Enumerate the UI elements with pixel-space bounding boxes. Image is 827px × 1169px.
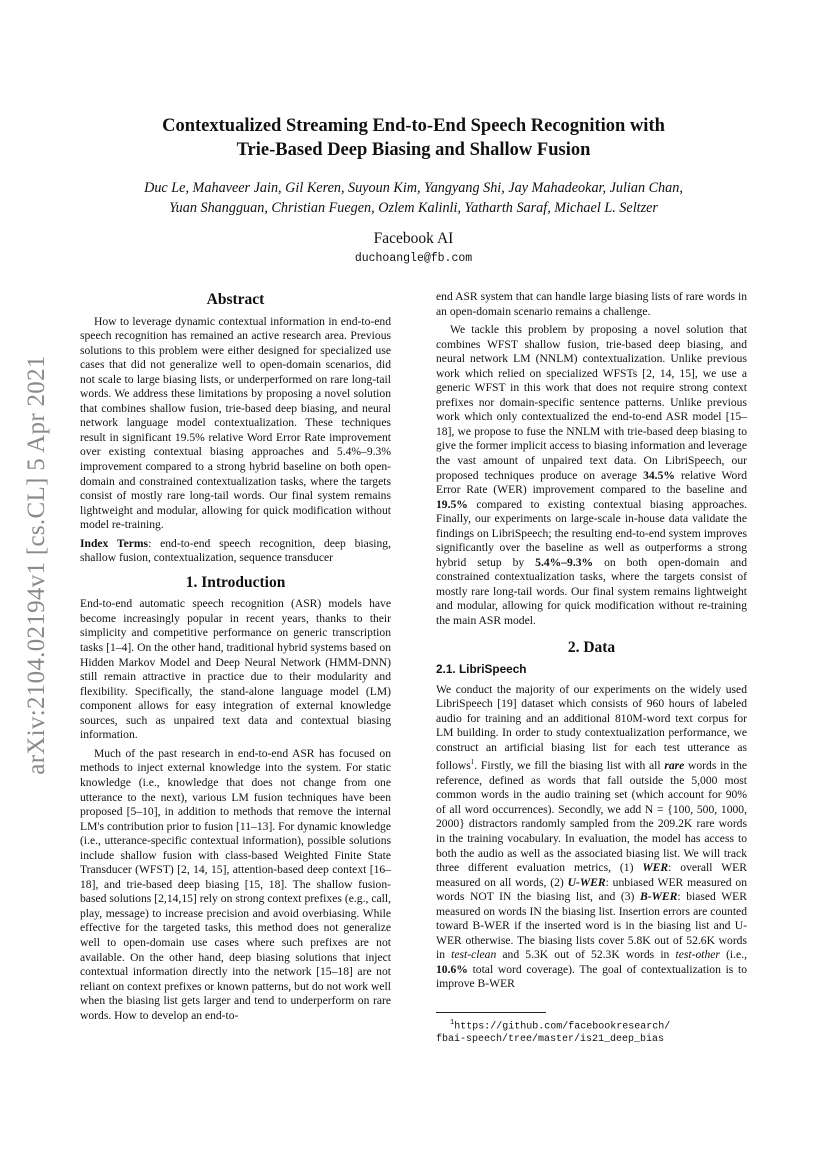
data-p-e: : unbiased WER measured on words NOT IN the biasing list, and (3) (436, 875, 747, 904)
intro-paragraph-3 (436, 323, 747, 628)
uwer-term: U-WER (567, 875, 606, 889)
index-terms-text: : end-to-end speech recognition, deep biasing, shallow fusion, contextualization, sequence transducer (80, 536, 392, 565)
librispeech-heading: 2.1. LibriSpeech (436, 662, 527, 677)
improvement-existing: 19.5% (436, 497, 468, 511)
footnote-line-2[interactable]: fbai-speech/tree/master/is21_deep_bias (436, 1034, 665, 1046)
improvement-baseline: 34.5% (643, 468, 675, 482)
right-column (436, 290, 747, 996)
improvement-hybrid: 5.4%–9.3% (535, 555, 594, 569)
intro-p3-part-b: relative Word Error Rate (WER) improvement compared to the baseline and (436, 468, 747, 497)
abstract-heading: Abstract (206, 291, 265, 308)
data-heading: 2. Data (567, 638, 616, 656)
arxiv-stamp (12, 355, 62, 775)
authors-line-2: Yuan Shangguan, Christian Fuegen, Ozlem Kalinli, Yatharth Saraf, Michael L. Seltzer (169, 200, 658, 216)
footnote (436, 1012, 747, 1046)
intro-paragraph-1: End-to-end automatic speech recognition (ASR) models have become increasingly popular in recent years, thanks to their simplicity and competitive performance on generic transcription tasks [1–4]. On the other hand, traditional hybrid systems based on Hidden Markov Model and Deep Neural Network (HMM-DNN) still remain attractive in practice due to their modularity and flexibility. Specifically, the stand-alone language model (LM) component allows for easy integration of external knowledge sources, such as unpaired text data and contextual biasing information. (80, 597, 391, 742)
left-column (80, 290, 391, 1027)
coverage-value: 10.6% (436, 962, 468, 976)
data-p-d: : overall WER measured on all words, (2) (436, 861, 747, 889)
index-terms-label: Index Terms (80, 536, 149, 550)
data-p-f: : biased WER measured on words IN the biasing list. Insertion errors are counted toward B-WER if the inserted word is in the biasing list and U-WER otherwise. The biasing lists cover 5.8K out of 52.6K words in (436, 890, 747, 962)
authors-line-1: Duc Le, Mahaveer Jain, Gil Keren, Suyoun Kim, Yangyang Shi, Jay Mahadeokar, Julian Chan, (144, 180, 683, 196)
introduction-heading: 1. Introduction (185, 573, 286, 591)
test-clean-term: test-clean (451, 948, 497, 962)
intro-paragraph-2: Much of the past research in end-to-end ASR has focused on methods to inject external knowledge into the system. For static knowledge (i.e., knowledge that does not change from one utterance to the next), various LM fusion techniques have been proposed [5–10], in addition to methods that remove the internal LM's contribution prior to fusion [11–13]. For dynamic knowledge (i.e., utterance-specific contextual information), possible solutions include shallow fusion with class-based Weighted Finite State Transducer (WFST) [2, 14, 15], attention-based deep context [16–18], and trie-based deep biasing [15, 18]. The shallow fusion-based solutions [2,14,15] rely on strong context prefixes (e.g., call, play, message) to increase precision and avoid overbiasing. While effective for the targeted tasks, this method does not generalize well to open-domain use cases where such prefixes are not available. On the other hand, deep biasing solutions that inject contextual information directly into the network [15–18] are not reliant on context prefixes or known patterns, but do not work well when the biasing list gets larger and tend to underperform on rare words. How to develop an end-to- (80, 746, 391, 1022)
data-paragraph (436, 683, 747, 992)
intro-p3-part-d: on both open-domain and constrained contextualization tasks, where the targets consist of mostly rare long-tail words. Our final system remains lightweight and modular, allowing for quick modification without re-training the main ASR model. (436, 555, 747, 628)
data-p-i: total word coverage). The goal of contextualization is to improve B-WER (436, 962, 747, 991)
wer-term: WER (642, 861, 669, 875)
footnote-url-part-1[interactable]: https://github.com/facebookresearch/ (454, 1021, 671, 1033)
abstract-text: How to leverage dynamic contextual information in end-to-end speech recognition has remained an active research area. Previous solutions to this problem were either designed for specialized use cases that did not generalize well to open-domain scenarios, did not scale to large biasing lists, or underperformed on rare long-tail words. We address these limitations by proposing a novel solution that combines shallow fusion, trie-based deep biasing, and neural network language model contextualization. These techniques result in significant 19.5% relative Word Error Rate improvement over existing contextual biasing approaches and 5.4%–9.3% improvement compared to a strong hybrid baseline on both open-domain and constrained contextualization tasks, where the targets consist of mostly rare long-tail words. Our final system remains lightweight and modular, allowing for quick modification without model re-training. (80, 314, 391, 532)
footnote-line-1[interactable] (436, 1017, 747, 1033)
data-p-g: and 5.3K out of 52.3K words in (496, 948, 676, 962)
intro-p3-part-a: We tackle this problem by proposing a novel solution that combines WFST shallow fusion, trie-based deep biasing, and neural network LM (NNLM) contextualization. Unlike previous work which relied on specialized WFSTs [2, 14, 15], we use a generic WFST in this work that does not require strong context prefixes nor domain-specific sentence patterns. Unlike previous work which only contextualized the end-to-end ASR model [15–18], we propose to fuse the NNLM with trie-based deep biasing to give the former implicit access to biasing information and leverage the vast amount of unpaired text data. On LibriSpeech, our proposed techniques produce on average (436, 323, 747, 482)
rare-term: rare (664, 759, 685, 773)
data-p-a: We conduct the majority of our experiments on the widely used LibriSpeech [19] dataset which consists of 960 hours of labeled audio for training and an additional 810M-word text corpus for LM building. In order to study contextualization performance, we construct an artificial biasing list for each test utterance as follows (436, 682, 747, 773)
index-terms (80, 537, 391, 566)
intro-continuation: end ASR system that can handle large biasing lists of rare words in an open-domain scenario remains a challenge. (436, 290, 747, 318)
footnote-number: 1 (450, 1019, 455, 1027)
contact-email: duchoangle@fb.com (354, 252, 473, 265)
bwer-term: B-WER (640, 890, 678, 904)
intro-p3-part-c: compared to existing contextual biasing approaches. Finally, our experiments on large-scale in-house data validate the findings on LibriSpeech; the resulting end-to-end system improves significantly over the baseline as well as outperforms a strong hybrid setup by (436, 497, 747, 569)
data-p-c: words in the reference, defined as words that fall outside the 5,000 most common words in the audio training set (which account for 90% of all word occurrences). Secondly, we add N = {100, 500, 1000, 2000} distractors randomly sampled from the 209.2K rare words in the training vocabulary. In evaluation, the model has access to both the audio as well as the associated biasing list. We will track three different evaluation metrics, (1) (436, 759, 748, 875)
data-p-h: (i.e., (719, 948, 747, 962)
affiliation: Facebook AI (373, 230, 454, 247)
test-other-term: test-other (675, 948, 720, 962)
author-list (80, 178, 747, 218)
title-line-1: Contextualized Streaming End-to-End Speech Recognition with (162, 116, 665, 136)
arxiv-stamp-text: arXiv:2104.02194v1 [cs.CL] 5 Apr 2021 (23, 355, 50, 775)
footnote-marker: 1 (470, 758, 475, 767)
footnote-rule (436, 1012, 546, 1013)
data-p-b: . Firstly, we fill the biasing list with all (474, 759, 665, 773)
title-line-2: Trie-Based Deep Biasing and Shallow Fusion (236, 140, 591, 160)
paper-title (100, 114, 727, 162)
